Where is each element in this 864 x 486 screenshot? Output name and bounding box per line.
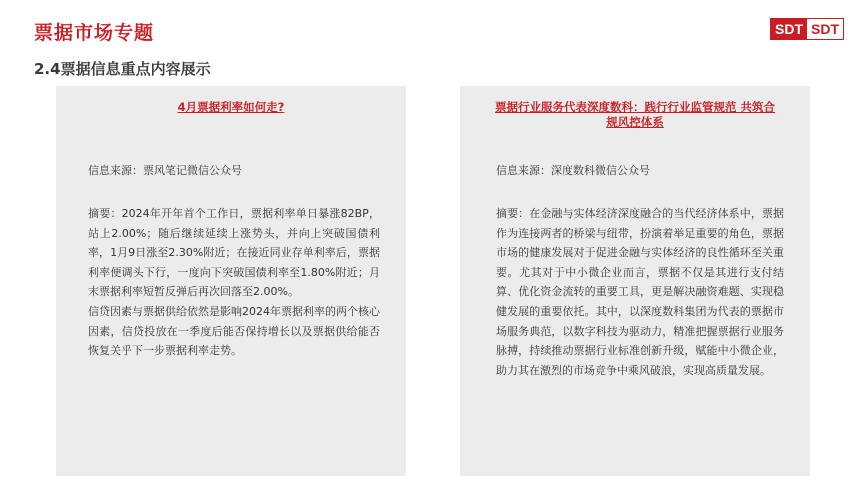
article-source: 信息来源：票风笔记微信公众号	[88, 164, 242, 177]
article-card-right	[460, 86, 810, 476]
sdt-logo	[770, 18, 844, 40]
section-title: 2.4票据信息重点内容展示	[34, 60, 211, 78]
page-title: 票据市场专题	[34, 22, 155, 44]
summary-paragraph: 摘要：在金融与实体经济深度融合的当代经济体系中，票据作为连接两者的桥梁与纽带，扮演着举足重要的角色，票据市场的健康发展对于促进金融与实体经济的良性循环至关重要。尤其对于中小微企业而言，票据不仅是其进行支付结算、优化资金流转的重要工具，更是解决融资难题、实现稳健发展的重要依托。其中，以深度数科集团为代表的票据市场服务典范，以数字科技为驱动力，精准把握票据行业服务脉搏，持续推动票据行业标准创新升级，赋能中小微企业，助力其在激烈的市场竞争中乘风破浪，实现高质量发展。	[496, 207, 784, 377]
article-title-link[interactable]: 票据行业服务代表深度数科：践行行业监管规范 共筑合规风控体系	[495, 100, 776, 129]
article-source: 信息来源：深度数科微信公众号	[496, 164, 650, 177]
logo-part-left: SDT	[771, 19, 807, 39]
summary-paragraph: 信贷因素与票据供给依然是影响2024年票据利率的两个核心因素，信贷投放在一季度后能否保持增长以及票据供给能否恢复关乎下一步票据利率走势。	[88, 304, 380, 358]
article-summary	[496, 204, 784, 380]
article-card-left	[56, 86, 406, 476]
article-title-link[interactable]: 4月票据利率如何走?	[177, 100, 285, 114]
article-summary	[88, 204, 380, 361]
summary-paragraph: 摘要：2024年开年首个工作日，票据利率单日暴涨82BP，站上2.00%；随后继续延续上涨势头，并向上突破国债利率，1月9日涨至2.30%附近；在接近同业存单利率后，票据利率便调头下行，一度向下突破国债利率至1.80%附近；月末票据利率短暂反弹后再次回落至2.00%。	[88, 207, 380, 299]
logo-part-right: SDT	[807, 19, 843, 39]
